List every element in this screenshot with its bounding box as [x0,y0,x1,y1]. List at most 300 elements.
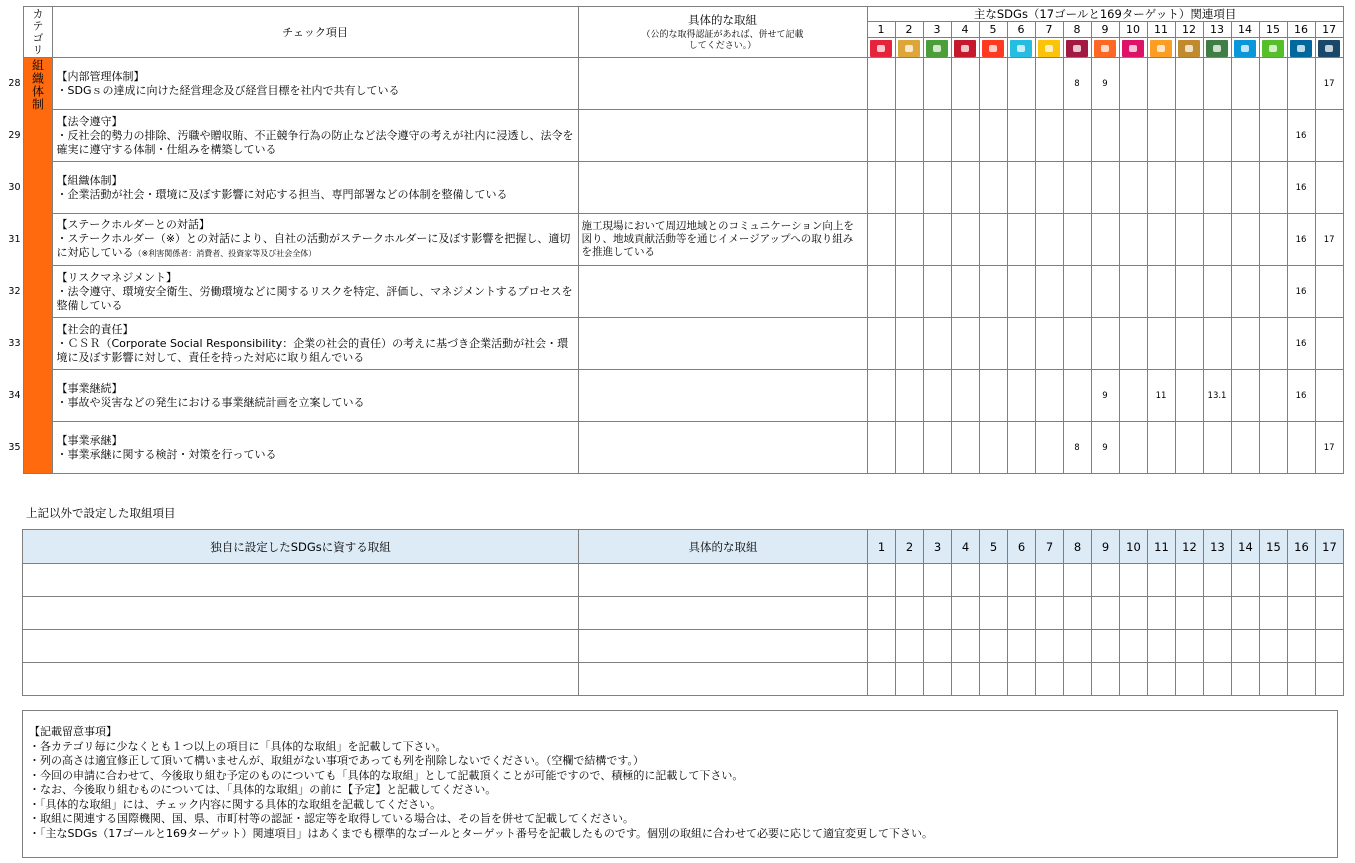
goal-mark-cell[interactable] [1259,58,1287,110]
own-initiative-input[interactable] [23,564,579,597]
goal-mark-cell[interactable] [1175,58,1203,110]
custom-goal-cell[interactable] [1176,630,1204,663]
check-item-body-wrap [57,129,575,157]
goal-mark-cell[interactable] [1259,266,1287,318]
goal-mark-cell[interactable] [1287,58,1315,110]
check-item-title: 【組織体制】 [56,173,123,187]
goal-icon-cell [867,38,895,58]
goal-mark-cell[interactable] [1175,214,1203,266]
custom-goal-cell[interactable] [1204,663,1232,696]
goal-mark-cell[interactable] [1063,266,1091,318]
custom-goal-cell[interactable] [1316,663,1344,696]
custom-goal-cell[interactable] [868,630,896,663]
custom-goal-cell[interactable] [1148,597,1176,630]
custom-goal-cell[interactable] [1036,630,1064,663]
goal-mark-cell[interactable] [1203,162,1231,214]
goal-mark-cell[interactable] [1259,110,1287,162]
goal-mark-cell[interactable] [951,162,979,214]
goal-number: 6 [1007,22,1035,38]
goal-mark-cell[interactable]: 16 [1287,318,1315,370]
checklist-row [4,214,1343,266]
custom-goal-cell[interactable] [1064,597,1092,630]
custom-goal-cell[interactable] [1232,564,1260,597]
note-item: ・「具体的な取組」には、チェック内容に関する具体的な取組を記載してください。 [29,797,442,811]
goal-mark-cell[interactable]: 17 [1315,422,1343,474]
custom-goal-cell[interactable] [896,564,924,597]
goal-mark-cell[interactable] [1035,422,1063,474]
custom-goal-cell[interactable] [1064,663,1092,696]
goal-mark-cell[interactable] [1259,162,1287,214]
custom-goal-cell[interactable] [1260,564,1288,597]
custom-goal-cell[interactable] [1232,663,1260,696]
goal-number: 1 [867,22,895,38]
custom-goal-cell[interactable] [1176,663,1204,696]
goal-mark-cell[interactable] [923,214,951,266]
goal-icon-cell [1007,38,1035,58]
goal-mark-cell[interactable] [1203,422,1231,474]
category-header-label: カテゴリ [31,8,44,56]
custom-goal-cell[interactable] [980,564,1008,597]
goal-mark-cell[interactable]: 17 [1315,214,1343,266]
own-initiative-header: 独自に設定したSDGsに資する取組 [23,530,579,564]
custom-goal-cell[interactable] [924,663,952,696]
goal-mark-cell[interactable]: 8 [1063,58,1091,110]
goal-mark-cell[interactable] [1231,110,1259,162]
goal-mark-cell[interactable] [895,110,923,162]
goal-mark-cell[interactable] [867,162,895,214]
goal-mark-cell[interactable] [867,110,895,162]
goal-mark-cell[interactable] [1119,318,1147,370]
goal-mark-cell[interactable] [979,110,1007,162]
own-initiative-input[interactable] [23,597,579,630]
detail-header-label: 具体的な取組 [688,13,757,27]
custom-goal-cell[interactable] [1008,597,1036,630]
goal-number: 4 [951,22,979,38]
custom-row [23,663,1344,696]
goal-mark-cell[interactable] [1091,318,1119,370]
check-item-header [52,7,578,58]
goal-mark-cell[interactable] [1175,370,1203,422]
goal-mark-cell[interactable] [1007,318,1035,370]
goal-mark-cell[interactable] [1231,214,1259,266]
goal-mark-cell[interactable] [1147,318,1175,370]
goal-mark-cell[interactable]: 9 [1091,58,1119,110]
row-number: 31 [8,234,21,245]
detail-header [578,7,867,58]
goal-mark-cell[interactable] [1119,58,1147,110]
goal-mark-cell[interactable] [1035,58,1063,110]
goal-mark-cell[interactable] [951,110,979,162]
goal-mark-cell[interactable] [1091,110,1119,162]
detail-input-cell[interactable] [578,58,867,110]
sdg-header-title: 主なSDGs（17ゴールと169ターゲット）関連項目 [867,7,1343,22]
goal-mark-cell[interactable]: 16 [1287,110,1315,162]
goal-mark-cell[interactable] [1175,110,1203,162]
goal-mark-cell[interactable] [1231,370,1259,422]
check-item-body: ・事業承継に関する検討・対策を行っている [56,447,277,461]
custom-goal-cell[interactable] [868,663,896,696]
custom-goal-cell[interactable] [1092,663,1120,696]
goal-mark-cell[interactable] [1203,58,1231,110]
check-item-cell [52,214,578,266]
custom-goal-cell[interactable] [952,630,980,663]
custom-goal-cell[interactable] [868,564,896,597]
goal-mark-cell[interactable] [923,318,951,370]
custom-goal-cell[interactable] [980,663,1008,696]
goal-mark-cell[interactable]: 16 [1287,214,1315,266]
goal-number: 10 [1119,22,1147,38]
check-item-title: 【事業継続】 [56,381,123,395]
goal-mark-cell[interactable] [951,370,979,422]
custom-goal-number: 9 [1092,530,1120,564]
goal-mark-cell[interactable] [951,266,979,318]
goal-mark-cell[interactable] [1035,266,1063,318]
goal-mark-cell[interactable] [1063,110,1091,162]
custom-goal-number: 15 [1260,530,1288,564]
custom-goal-cell[interactable] [896,630,924,663]
goal-number: 9 [1091,22,1119,38]
custom-items-table [22,529,1344,696]
custom-goal-cell[interactable] [1232,597,1260,630]
custom-goal-cell[interactable] [1120,597,1148,630]
custom-goal-cell[interactable] [1092,564,1120,597]
goal-mark-cell[interactable] [951,58,979,110]
goal-mark-cell[interactable] [1063,162,1091,214]
goal-mark-cell[interactable] [1091,162,1119,214]
goal-mark-cell[interactable] [1175,162,1203,214]
goal-mark-cell[interactable] [923,266,951,318]
goal-mark-cell[interactable] [1231,266,1259,318]
goal-mark-cell[interactable] [1147,110,1175,162]
goal-mark-cell[interactable] [1119,110,1147,162]
row-number: 28 [8,78,21,89]
goal-mark-cell[interactable] [895,266,923,318]
goal-mark-cell[interactable]: 17 [1315,58,1343,110]
goal-mark-cell[interactable] [1315,318,1343,370]
own-initiative-input[interactable] [23,663,579,696]
goal-mark-cell[interactable] [895,214,923,266]
goal-mark-cell[interactable] [1007,370,1035,422]
custom-goal-cell[interactable] [1316,597,1344,630]
inequality-icon [1122,40,1144,57]
goal-mark-cell[interactable] [1203,214,1231,266]
detail-input-cell[interactable] [578,266,867,318]
custom-goal-cell[interactable] [896,597,924,630]
goal-mark-cell[interactable] [1119,370,1147,422]
detail-input-cell[interactable] [578,162,867,214]
goal-mark-cell[interactable] [1007,422,1035,474]
goal-mark-cell[interactable]: 16 [1287,370,1315,422]
custom-goal-cell[interactable] [1120,663,1148,696]
note-item: ・列の高さは適宜修正して頂いて構いませんが、取組がない事項であっても列を削除しないでください。（空欄で結構です。） [29,754,645,767]
custom-goal-cell[interactable] [952,663,980,696]
goal-mark-cell[interactable] [951,214,979,266]
goal-mark-cell[interactable] [1259,422,1287,474]
goal-mark-cell[interactable] [1175,422,1203,474]
custom-goal-cell[interactable] [1036,597,1064,630]
custom-detail-input[interactable] [579,597,868,630]
custom-goal-cell[interactable] [952,564,980,597]
goal-mark-cell[interactable] [1259,214,1287,266]
goal-mark-cell[interactable] [895,318,923,370]
custom-goal-cell[interactable] [1148,564,1176,597]
climate-icon [1206,40,1228,57]
goal-mark-cell[interactable] [1231,162,1259,214]
goal-number: 3 [923,22,951,38]
checklist-row [4,370,1343,422]
goal-icon-cell [951,38,979,58]
goal-mark-cell[interactable] [979,422,1007,474]
goal-mark-cell[interactable] [1007,214,1035,266]
goal-mark-cell[interactable] [1203,318,1231,370]
custom-goal-cell[interactable] [1204,597,1232,630]
goal-mark-cell[interactable] [867,422,895,474]
row-number: 29 [8,130,21,141]
custom-goal-cell[interactable] [1232,630,1260,663]
goal-mark-cell[interactable] [951,318,979,370]
goal-mark-cell[interactable] [979,214,1007,266]
goal-mark-cell[interactable] [923,162,951,214]
custom-goal-cell[interactable] [1288,663,1316,696]
goal-number: 5 [979,22,1007,38]
hunger-icon [898,40,920,57]
custom-goal-cell[interactable] [1008,564,1036,597]
goal-mark-cell[interactable] [1063,318,1091,370]
goal-mark-cell[interactable] [1147,266,1175,318]
goal-mark-cell[interactable] [1175,318,1203,370]
custom-goal-cell[interactable] [1064,630,1092,663]
goal-mark-cell[interactable] [1147,58,1175,110]
goal-mark-cell[interactable] [1035,214,1063,266]
goal-mark-cell[interactable] [895,422,923,474]
custom-goal-cell[interactable] [1148,630,1176,663]
goal-mark-cell[interactable] [1035,162,1063,214]
custom-goal-cell[interactable] [952,597,980,630]
goal-mark-cell[interactable] [1175,266,1203,318]
goal-mark-cell[interactable] [1287,422,1315,474]
check-item-body: ・法令遵守、環境安全衛生、労働環境などに関するリスクを特定、評価し、マネジメントするプロセスを整備している [56,284,573,312]
note-item: ・「主なSDGs（17ゴールと169ターゲット）関連項目」はあくまでも標準的なゴールとターゲット番号を記載したものです。個別の取組に合わせて必要に応じて適宜変更して下さい。 [29,826,933,840]
custom-goal-cell[interactable] [980,597,1008,630]
custom-goal-cell[interactable] [1064,564,1092,597]
goal-mark-cell[interactable] [895,162,923,214]
check-item-title: 【社会的責任】 [56,322,134,336]
goal-mark-cell[interactable] [1231,58,1259,110]
custom-goal-number: 13 [1204,530,1232,564]
goal-mark-cell[interactable] [1007,110,1035,162]
custom-goal-cell[interactable] [924,630,952,663]
check-item-title: 【法令遵守】 [56,114,123,128]
custom-goal-cell[interactable] [896,663,924,696]
custom-goal-cell[interactable] [1176,597,1204,630]
goal-mark-cell[interactable]: 9 [1091,370,1119,422]
custom-goal-cell[interactable] [1120,630,1148,663]
goal-number: 13 [1203,22,1231,38]
goal-mark-cell[interactable] [1147,214,1175,266]
custom-goal-cell[interactable] [1036,564,1064,597]
row-number: 32 [8,286,21,297]
custom-goal-cell[interactable] [980,630,1008,663]
custom-goal-cell[interactable] [1260,597,1288,630]
check-item-title: 【リスクマネジメント】 [56,270,177,284]
goal-mark-cell[interactable] [1231,318,1259,370]
category-cell [23,58,52,474]
goal-mark-cell[interactable] [979,318,1007,370]
goal-mark-cell[interactable] [1007,162,1035,214]
goal-mark-cell[interactable] [1007,58,1035,110]
goal-mark-cell[interactable] [1315,370,1343,422]
custom-goal-cell[interactable] [1316,630,1344,663]
custom-goal-cell[interactable] [868,597,896,630]
work-icon [1066,40,1088,57]
custom-goal-cell[interactable] [1176,564,1204,597]
goal-mark-cell[interactable] [951,422,979,474]
goal-number: 14 [1231,22,1259,38]
goal-mark-cell[interactable] [1063,214,1091,266]
goal-mark-cell[interactable]: 8 [1063,422,1091,474]
goal-mark-cell[interactable] [1119,162,1147,214]
goal-number: 16 [1287,22,1315,38]
note-item: ・なお、今後取り組むものについては、「具体的な取組」の前に【予定】と記載してください。 [29,783,497,796]
check-item-cell [52,422,578,474]
goal-mark-cell[interactable] [1315,110,1343,162]
goal-mark-cell[interactable] [1007,266,1035,318]
custom-goal-cell[interactable] [1008,630,1036,663]
goal-mark-cell[interactable] [1035,110,1063,162]
goal-mark-cell[interactable] [923,422,951,474]
detail-input-cell[interactable] [578,370,867,422]
goal-number: 8 [1063,22,1091,38]
custom-detail-input[interactable] [579,564,868,597]
goal-mark-cell[interactable] [1035,370,1063,422]
goal-mark-cell[interactable] [1203,266,1231,318]
goal-mark-cell[interactable] [867,266,895,318]
notes-list [29,740,1337,842]
custom-goal-cell[interactable] [924,564,952,597]
check-item-body: ・SDGｓの達成に向けた経営理念及び経営目標を社内で共有している [56,83,400,97]
detail-input-cell[interactable] [578,110,867,162]
goal-mark-cell[interactable] [1259,318,1287,370]
custom-goal-cell[interactable] [1036,663,1064,696]
goal-mark-cell[interactable] [979,58,1007,110]
goal-icon-cell [923,38,951,58]
goal-mark-cell[interactable] [1147,422,1175,474]
own-initiative-input[interactable] [23,630,579,663]
health-icon [926,40,948,57]
custom-goal-cell[interactable] [1288,630,1316,663]
notes-box [22,710,1338,858]
category-name: 組織体制 [30,59,45,111]
goal-mark-cell[interactable]: 9 [1091,422,1119,474]
custom-goal-cell[interactable] [1148,663,1176,696]
custom-goal-number: 17 [1316,530,1344,564]
check-item-title: 【ステークホルダーとの対話】 [56,218,210,231]
goal-mark-cell[interactable] [923,58,951,110]
gender-icon [982,40,1004,57]
custom-goal-number: 11 [1148,530,1176,564]
detail-input-cell[interactable]: 施工現場において周辺地域とのコミュニケーション向上を図り、地域貢献活動等を通じイメージアップへの取り組みを推進している [578,214,867,266]
notes-heading: 【記載留意事項】 [29,725,117,738]
goal-mark-cell[interactable] [1259,370,1287,422]
goal-number: 15 [1259,22,1287,38]
education-icon [954,40,976,57]
custom-goal-cell[interactable] [1204,630,1232,663]
goal-icon-cell [1063,38,1091,58]
custom-goal-cell[interactable] [924,597,952,630]
check-item-cell [52,318,578,370]
goal-mark-cell[interactable]: 13.1 [1203,370,1231,422]
checklist-row [4,422,1343,474]
goal-icon-cell [895,38,923,58]
custom-goal-cell[interactable] [1316,564,1344,597]
custom-goal-cell[interactable] [1260,630,1288,663]
goal-mark-cell[interactable] [1035,318,1063,370]
custom-row [23,564,1344,597]
goal-icon-cell [1091,38,1119,58]
custom-detail-input[interactable] [579,663,868,696]
goal-mark-cell[interactable] [1091,266,1119,318]
note-item: ・取組に関連する国際機関、国、県、市町村等の認証・認定等を取得している場合は、その旨を併せて記載してください。 [29,812,634,825]
goal-mark-cell[interactable]: 16 [1287,162,1315,214]
custom-goal-cell[interactable] [1288,597,1316,630]
custom-goal-cell[interactable] [1092,597,1120,630]
goal-mark-cell[interactable] [1231,422,1259,474]
check-item-body: ・企業活動が社会・環境に及ぼす影響に対応する担当、専門部署などの体制を整備している [56,187,508,201]
custom-goal-cell[interactable] [1204,564,1232,597]
detail-input-cell[interactable] [578,318,867,370]
goal-mark-cell[interactable] [979,162,1007,214]
goal-mark-cell[interactable] [867,214,895,266]
custom-goal-cell[interactable] [1092,630,1120,663]
goal-mark-cell[interactable] [979,266,1007,318]
check-item-cell [52,58,578,110]
custom-detail-input[interactable] [579,630,868,663]
peace-icon [1290,40,1312,57]
detail-input-cell[interactable] [578,422,867,474]
row-number: 34 [8,390,21,401]
goal-mark-cell[interactable] [867,58,895,110]
cities-icon [1150,40,1172,57]
goal-mark-cell[interactable] [923,110,951,162]
goal-mark-cell[interactable]: 16 [1287,266,1315,318]
goal-icon-cell [1315,38,1343,58]
goal-mark-cell[interactable] [867,318,895,370]
custom-goal-cell[interactable] [1120,564,1148,597]
goal-mark-cell[interactable] [1203,110,1231,162]
goal-mark-cell[interactable] [1063,370,1091,422]
goal-mark-cell[interactable] [1315,266,1343,318]
custom-goal-cell[interactable] [1288,564,1316,597]
goal-mark-cell[interactable]: 11 [1147,370,1175,422]
goal-mark-cell[interactable] [895,370,923,422]
note-item: ・各カテゴリ毎に少なくとも１つ以上の項目に「具体的な取組」を記載して下さい。 [29,739,447,753]
goal-mark-cell[interactable] [895,58,923,110]
custom-goal-cell[interactable] [1260,663,1288,696]
goal-mark-cell[interactable] [1119,266,1147,318]
goal-mark-cell[interactable] [1315,162,1343,214]
goal-mark-cell[interactable] [1119,214,1147,266]
goal-mark-cell[interactable] [1119,422,1147,474]
goal-mark-cell[interactable] [867,370,895,422]
note-item: ・今回の申請に合わせて、今後取り組む予定のものについても「具体的な取組」として記載頂くことが可能ですので、積極的に記載して下さい。 [29,768,744,782]
check-item-body-wrap [57,84,575,98]
goal-mark-cell[interactable] [979,370,1007,422]
goal-mark-cell[interactable] [1147,162,1175,214]
goal-mark-cell[interactable] [1091,214,1119,266]
custom-goal-cell[interactable] [1008,663,1036,696]
custom-goal-number: 16 [1288,530,1316,564]
goal-mark-cell[interactable] [923,370,951,422]
